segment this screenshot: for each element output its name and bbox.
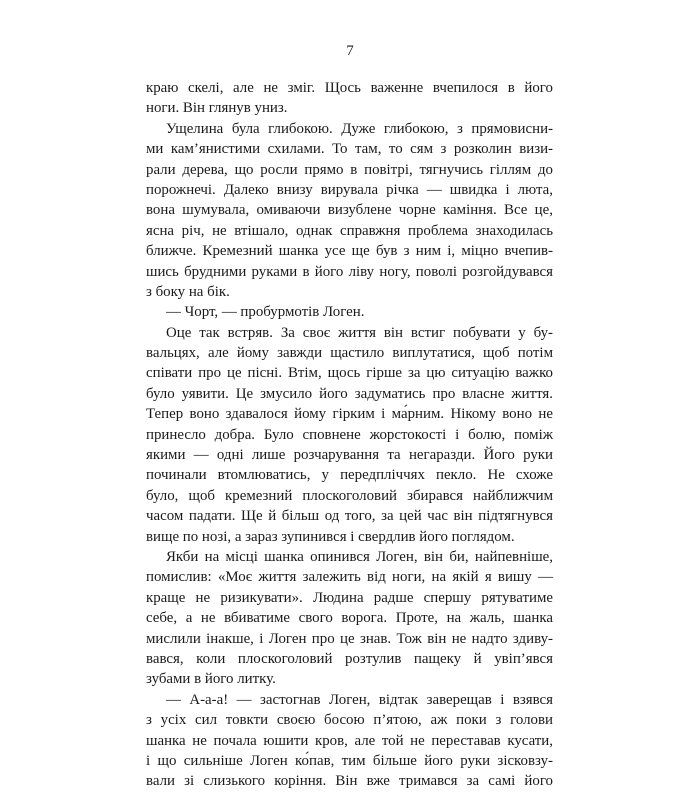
text-line: помислив: «Моє життя залежить від ноги, на якій я вишу —: [146, 569, 553, 586]
text-line: ноги. Він глянув униз.: [146, 100, 288, 117]
text-line: краще не ризикувати». Людина радше спершу рятуватиме: [146, 589, 553, 606]
text-line: вище по нозі, а зараз зупинився і свердлив його поглядом.: [146, 528, 515, 545]
text-line: принесло добра. Було сповнене жорстокості і болю, поміж: [146, 426, 553, 443]
text-line: краю скелі, але не зміг. Щось важенне вчепилося в його: [146, 80, 553, 96]
text-line: ми кам’янистими схилами. То там, то сям з розколин визи-: [146, 141, 553, 158]
text-line: шанка не почала юшити кров, але той не переставав кусати,: [146, 732, 553, 749]
text-line: себе, а не вбиватиме свого ворога. Проте, на жаль, шанка: [146, 610, 553, 627]
text-line: Тепер воно здавалося йому гірким і ма́рним. Нікому воно не: [146, 406, 553, 423]
text-line: — А-а-а! — застогнав Логен, відтак заверещав і взявся: [166, 691, 553, 708]
text-line: зубами в його литку.: [146, 671, 276, 688]
text-line: з усіх сил товкти своєю босою п’ятою, аж поки з голови: [146, 712, 553, 729]
text-line: вався, коли плоскоголовий розтулив пащеку й увіп’явся: [146, 650, 553, 667]
text-line: було, щоб кремезний плоскоголовий збирався найближчим: [146, 487, 553, 504]
text-line: вальцях, але йому завжди щастило виплутатися, щоб потім: [146, 345, 553, 362]
text-line: ближче. Кремезний шанка усе ще був з ним і, міцно вчепив-: [146, 243, 553, 260]
text-line: Якби на місці шанка опинився Логен, він би, найпевніше,: [166, 548, 553, 565]
body-text: [146, 78, 553, 792]
text-line: Ущелина була глибокою. Дуже глибокою, з прямовисни-: [166, 120, 553, 137]
text-line: мислили інакше, і Логен про це знав. Тож він не надто здиву-: [146, 630, 553, 647]
text-line: рали дерева, що росли прямо в повітрі, тягнучись гіллям до: [146, 161, 553, 178]
text-line: вона шумувала, омиваючи визублене чорне каміння. Все це,: [146, 202, 553, 219]
text-line: ясна річ, не втішало, однак справжня проблема знаходилась: [146, 222, 553, 239]
text-line: з боку на бік.: [146, 283, 230, 300]
text-line: — Чорт, — пробурмотів Логен.: [166, 304, 365, 321]
text-line: співати про це пісні. Втім, щось гірше за цю ситуацію важко: [146, 365, 553, 382]
text-line: Оце так встряв. За своє життя він встиг побувати у бу-: [166, 324, 553, 341]
text-line: шись брудними руками в його ліву ногу, поволі розгойдувався: [146, 263, 553, 280]
text-line: було уявити. Це змусило його задуматись про власне життя.: [146, 385, 553, 402]
text-line: якими — одні лише розчарування та негаразди. Його руки: [146, 447, 553, 464]
text-line: часом падати. Ще й більш од того, за цей час він підтягнувся: [146, 508, 553, 525]
text-line: і що сильніше Логен ко́пав, тим більше його руки зісковзу-: [146, 752, 553, 769]
page-number: 7: [346, 43, 354, 59]
text-line: порожнечі. Далеко внизу вирувала річка — швидка і люта,: [146, 181, 553, 198]
text-line: вали зі слизького коріння. Він вже тримався за самі його: [146, 773, 553, 790]
text-line: починали втомлюватись, у передпліччях пекло. Не схоже: [146, 467, 553, 484]
